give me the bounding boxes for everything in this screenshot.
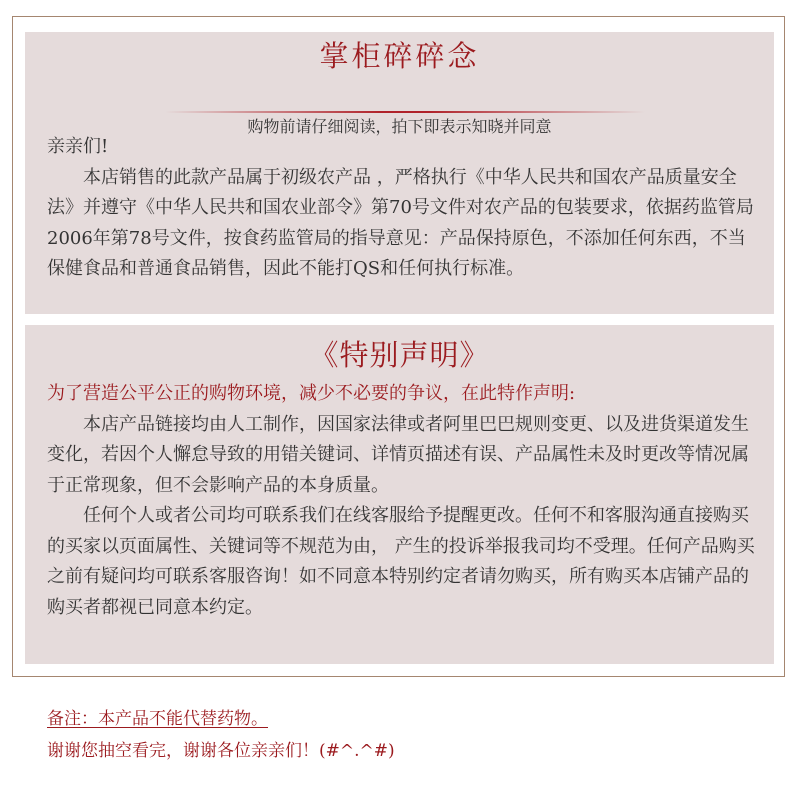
- statement-panel: [25, 325, 774, 664]
- statement-paragraph-2: 任何个人或者公司均可联系我们在线客服给予提醒更改。任何不和客服沟通直接购买的买家以页面属性、关键词等不规范为由， 产生的投诉举报我司均不受理。任何产品购买之前有疑问均可联系客服咨询！如不同意本特别约定者请勿购买，所有购买本店铺产品的购买者都视已同意本约定。: [47, 505, 755, 618]
- statement-title: 《特别声明》: [309, 338, 490, 372]
- notice-body: [47, 132, 756, 285]
- statement-paragraph-1: 本店产品链接均由人工制作，因国家法律或者阿里巴巴规则变更、以及进货渠道发生变化，若因个人懈怠导致的用错关键词、详情页描述有误、产品属性未及时更改等情况属于正常现象，但不会影响产品的本身质量。: [47, 413, 749, 496]
- footer-note-text: 备注：本产品不能代替药物: [47, 709, 251, 729]
- notice-panel: [25, 32, 774, 314]
- greeting: 亲亲们!: [47, 136, 109, 157]
- notice-subtitle: 购物前请仔细阅读，拍下即表示知晓并同意: [247, 117, 552, 136]
- statement-lead: 为了营造公平公正的购物环境，减少不必要的争议，在此特作声明:: [47, 383, 576, 404]
- notice-paragraph: 本店销售的此款产品属于初级农产品 ，严格执行《中华人民共和国农产品质量安全法》并遵守《中华人民共和国农业部令》第70号文件对农产品的包装要求，依据药监管局2006年第78号文件，按食药监管局的指导意见：产品保持原色，不添加任何东西，不当保健食品和普通食品销售，因此不能打QS和任何执行标准。: [47, 166, 754, 279]
- footer-note-period: 。: [251, 709, 268, 729]
- notice-title: 掌柜碎碎念: [319, 39, 480, 73]
- footer-thanks: 谢谢您抽空看完，谢谢各位亲亲们！(#^.^#): [47, 741, 395, 761]
- statement-body: [47, 379, 756, 623]
- title-divider: [165, 111, 645, 113]
- footer-note: [47, 704, 268, 729]
